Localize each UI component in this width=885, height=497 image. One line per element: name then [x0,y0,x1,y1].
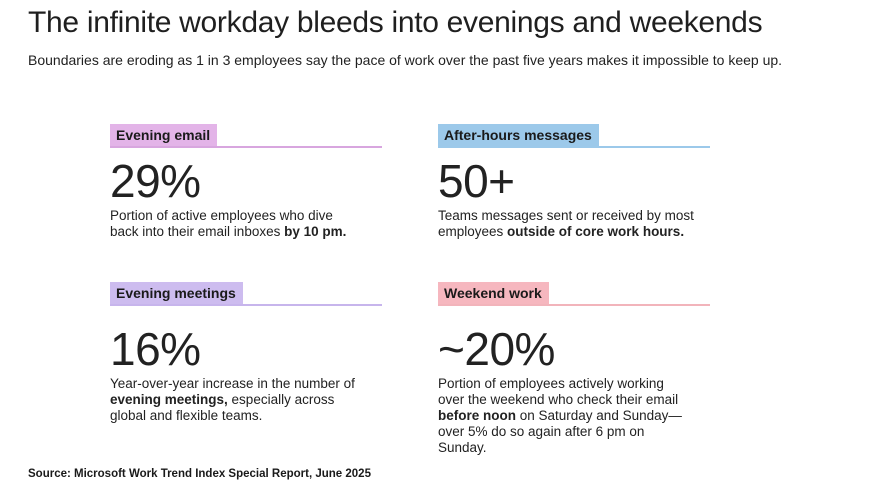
desc-bold: before noon [438,408,516,423]
card-evening-email [110,124,382,240]
card-label: Evening meetings [110,282,243,304]
card-label: Evening email [110,124,217,146]
card-evening-meetings [110,282,382,424]
card-after-hours-messages [438,124,710,240]
page-subtitle: Boundaries are eroding as 1 in 3 employees say the pace of work over the past five years makes it impossible to keep up. [28,52,783,68]
divider [438,304,710,306]
stat-value: ~20% [438,323,555,375]
desc-text: especially across global and flexible teams. [110,392,335,423]
divider [438,146,710,148]
divider [110,304,382,306]
stat-description [110,208,365,240]
desc-bold: evening meetings, [110,392,228,407]
stat-description [110,376,365,424]
desc-text: on Saturday and Sunday—over 5% do so again after 6 pm on Sunday. [438,408,682,455]
stat-value: 29% [110,155,201,207]
stat-value: 50+ [438,155,515,207]
page-title: The infinite workday bleeds into evenings and weekends [28,6,763,39]
desc-text: Portion of employees actively working over the weekend who check their email [438,376,679,407]
desc-text: Teams messages sent or received by most employees [438,208,694,239]
divider [110,146,382,148]
card-label: After-hours messages [438,124,599,146]
stat-description [438,376,688,456]
card-label: Weekend work [438,282,549,304]
source-note: Source: Microsoft Work Trend Index Special Report, June 2025 [28,468,371,480]
desc-bold: outside of core work hours. [507,224,685,239]
card-weekend-work [438,282,710,456]
stat-value: 16% [110,323,201,375]
desc-bold: by 10 pm. [284,224,347,239]
desc-text: Year-over-year increase in the number of [110,376,355,391]
stat-description [438,208,710,240]
desc-text: Portion of active employees who dive back into their email inboxes [110,208,333,239]
